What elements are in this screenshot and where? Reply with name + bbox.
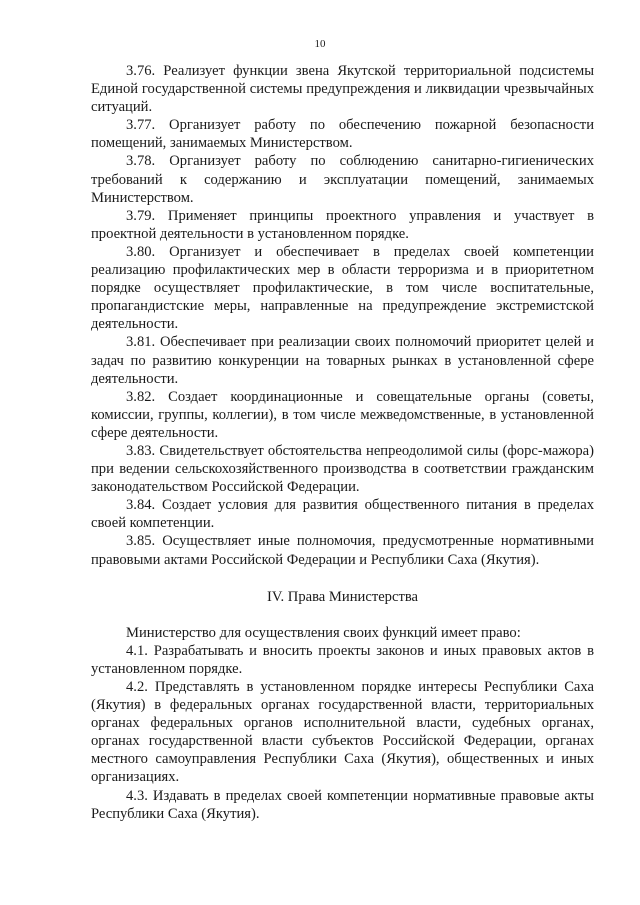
paragraph-3-76: 3.76. Реализует функции звена Якутской территориальной подсистемы Единой государственной системы предупреждения и ликвидации чрезвычайных ситуаций. [91,63,594,116]
document-body [91,62,594,823]
paragraph-3-85: 3.85. Осуществляет иные полномочия, предусмотренные нормативными правовыми актами Российской Федерации и Республики Саха (Якутия). [91,533,594,568]
paragraph-3-81: 3.81. Обеспечивает при реализации своих полномочий приоритет целей и задач по развитию конкуренции на товарных рынках в установленной сфере деятельности. [91,334,594,387]
paragraph-3-77: 3.77. Организует работу по обеспечению пожарной безопасности помещений, занимаемых Министерством. [91,117,594,152]
paragraph-4-3: 4.3. Издавать в пределах своей компетенции нормативные правовые акты Республики Саха (Якутия). [91,787,594,822]
paragraph-4-2: 4.2. Представлять в установленном порядке интересы Республики Саха (Якутия) в федеральных органах государственной власти, территориальных органах федеральных органов исполнительной власти, судебных органах, органах государственной власти субъектов Российской Федерации, органах местного самоуправления Республики Саха (Якутия), общественных и иных организациях. [91,679,594,786]
section-heading: IV. Права Министерства [266,588,419,605]
paragraph-intro: Министерство для осуществления своих функций имеет право: [126,624,521,641]
paragraph-3-79: 3.79. Применяет принципы проектного управления и участвует в проектной деятельности в установленном порядке. [91,207,594,242]
paragraph-3-78: 3.78. Организует работу по соблюдению санитарно-гигиенических требований к содержанию и эксплуатации помещений, занимаемых Министерством. [91,153,594,206]
page-number: 10 [314,38,326,50]
paragraph-3-82: 3.82. Создает координационные и совещательные органы (советы, комиссии, группы, коллегии), в том числе межведомственные, в установленной сфере деятельности. [91,388,594,441]
paragraph-4-1: 4.1. Разрабатывать и вносить проекты законов и иных правовых актов в установленном порядке. [91,642,594,677]
paragraph-3-80: 3.80. Организует и обеспечивает в пределах своей компетенции реализацию профилактических мер в области терроризма и в приоритетном порядке осуществляет профилактические, в том числе воспитательные, пропагандистские меры, направленные на предупреждение экстремистской деятельности. [91,243,594,333]
paragraph-3-83: 3.83. Свидетельствует обстоятельства непреодолимой силы (форс-мажора) при ведении сельскохозяйственного производства в соответствии гражданским законодательством Российской Федерации. [91,442,594,496]
paragraph-3-84: 3.84. Создает условия для развития общественного питания в пределах своей компетенции. [91,497,594,532]
